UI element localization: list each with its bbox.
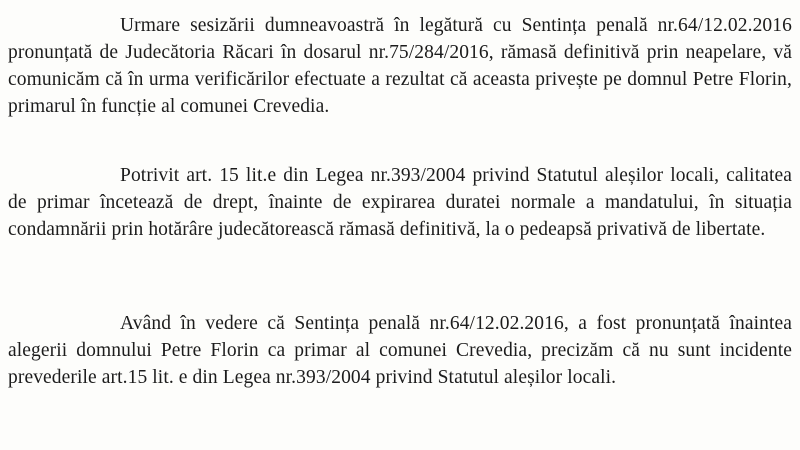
paragraph-conclusion: Având în vedere că Sentința penală nr.64/12.02.2016, a fost pronunțată înaintea alegerii domnului Petre Florin ca primar al comunei Crevedia, precizăm că nu sunt incidente prevederile art.15 lit. e din Legea nr.393/2004 privind Statutul aleșilor locali. bbox=[8, 313, 792, 388]
paragraph-sesizare: Urmare sesizării dumneavoastră în legătură cu Sentința penală nr.64/12.02.2016 pronunțată de Judecătoria Răcari în dosarul nr.75/284/2016, rămasă definitivă prin neapelare, vă comunicăm că în urma verificărilor efectuate a rezultat că aceasta privește pe domnul Petre Florin, primarul în funcție al comunei Crevedia. bbox=[8, 15, 792, 117]
paragraph-legal-basis: Potrivit art. 15 lit.e din Legea nr.393/2004 privind Statutul aleșilor locali, calitatea de primar încetează de drept, înainte de expirarea duratei normale a mandatului, în situația condamnării prin hotărâre judecătorească rămasă definitivă, la o pedeapsă privativă de libertate. bbox=[8, 165, 792, 240]
cropped-next-line bbox=[82, 440, 282, 450]
